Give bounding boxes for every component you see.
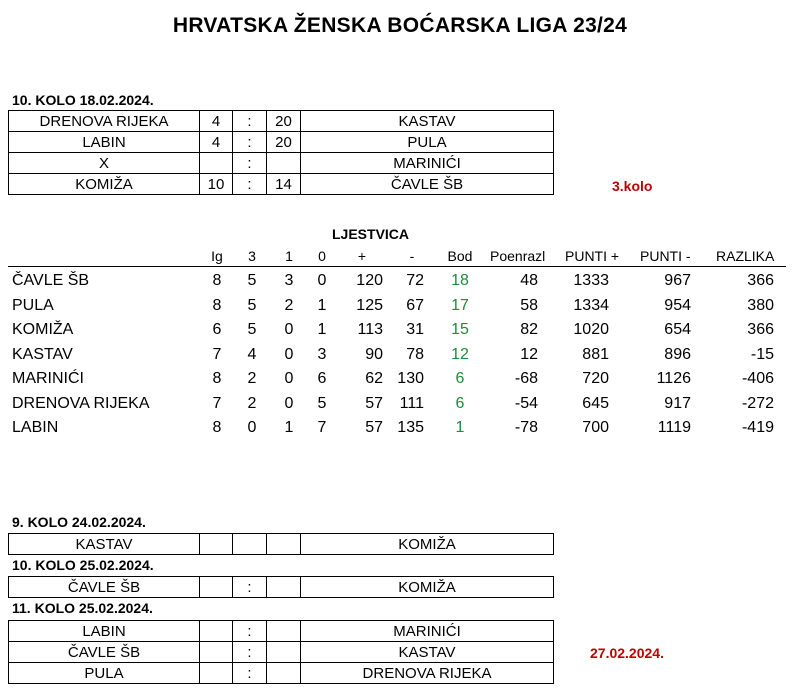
cell-punti-plus: 645 [582,394,609,412]
cell-minus: 31 [406,321,424,338]
home-team: LABIN [9,621,200,642]
away-team: PULA [301,132,554,153]
cell-1: 0 [284,370,294,387]
cell-punti-minus: 917 [664,394,691,412]
cell-minus: 135 [397,419,424,436]
cell-razlika: 366 [747,272,774,289]
fixtures-table [8,533,554,555]
cell-minus: 67 [406,296,424,314]
home-team: ČAVLE ŠB [9,577,200,598]
away-score [267,663,301,684]
away-team: ČAVLE ŠB [301,174,554,195]
away-score [267,153,301,174]
cell-punti-minus: 967 [664,272,691,289]
cell-poenrazl: 12 [520,345,538,363]
home-team: PULA [9,663,200,684]
cell-plus: 120 [356,272,383,289]
table-row [9,153,554,174]
cell-plus: 62 [365,370,383,387]
home-score: 4 [200,132,233,153]
cell-punti-minus: 896 [664,345,691,363]
team-name: KOMIŽA [12,321,74,338]
team-name: KASTAV [12,345,73,363]
home-score [200,621,233,642]
header-ig: Ig [211,248,223,264]
away-team: KASTAV [301,642,554,663]
cell-ig: 8 [212,272,222,289]
home-score [200,642,233,663]
standings-title: LJESTVICA [332,226,410,242]
away-score: 20 [267,111,301,132]
cell-bod: 12 [451,345,469,363]
score-separator: : [233,663,267,684]
standings-divider [8,266,786,267]
cell-ig: 8 [212,296,222,314]
team-name: MARINIĆI [12,370,84,387]
cell-poenrazl: 58 [520,296,538,314]
cell-ig: 7 [212,345,222,363]
cell-minus: 130 [397,370,424,387]
results-round-label: 10. KOLO 18.02.2024. [12,92,154,108]
home-team: X [9,153,200,174]
cell-razlika: -419 [741,419,774,436]
cell-punti-plus: 720 [582,370,609,387]
home-team: KOMIŽA [9,174,200,195]
score-separator: : [233,174,267,195]
cell-punti-minus: 1126 [656,370,691,387]
cell-bod: 17 [451,296,469,314]
score-separator: : [233,153,267,174]
cell-1: 3 [284,272,294,289]
cell-poenrazl: -78 [514,419,538,436]
table-row [9,621,554,642]
cell-1: 1 [284,419,294,436]
cell-minus: 78 [406,345,424,363]
cell-punti-minus: 654 [664,321,691,338]
header-punti-minus: PUNTI - [640,248,691,264]
cell-bod: 6 [455,394,465,412]
cell-0: 1 [317,296,327,314]
fixture-round-label: 9. KOLO 24.02.2024. [12,514,146,530]
cell-ig: 6 [212,321,222,338]
home-score [200,534,233,555]
cell-punti-plus: 1020 [573,321,609,338]
home-team: DRENOVA RIJEKA [9,111,200,132]
home-score: 10 [200,174,233,195]
away-team: KOMIŽA [301,534,554,555]
score-separator: : [233,642,267,663]
header-minus: - [409,248,415,264]
cell-1: 0 [284,321,294,338]
away-score [267,534,301,555]
cell-punti-minus: 1119 [657,419,691,436]
cell-punti-plus: 1333 [573,272,609,289]
fixture-note: 27.02.2024. [590,645,664,661]
cell-plus: 90 [365,345,383,363]
cell-0: 1 [317,321,327,338]
cell-poenrazl: 82 [520,321,538,338]
score-separator: : [233,111,267,132]
cell-0: 6 [317,370,327,387]
team-name: DRENOVA RIJEKA [12,394,150,412]
cell-3: 5 [247,321,257,338]
away-score: 14 [267,174,301,195]
away-team: KOMIŽA [301,577,554,598]
cell-ig: 8 [212,419,222,436]
cell-1: 2 [284,296,294,314]
home-score: 4 [200,111,233,132]
cell-razlika: -406 [741,370,774,387]
table-row [9,132,554,153]
home-team: KASTAV [9,534,200,555]
results-table [8,110,554,195]
cell-1: 0 [284,345,294,363]
cell-0: 3 [317,345,327,363]
cell-3: 4 [247,345,257,363]
cell-razlika: -272 [741,394,774,412]
cell-3: 0 [247,419,257,436]
cell-minus: 111 [399,394,424,412]
table-row [9,534,554,555]
page-title: HRVATSKA ŽENSKA BOĆARSKA LIGA 23/24 [172,14,628,37]
cell-poenrazl: -54 [514,394,538,412]
header-punti-plus: PUNTI + [565,248,620,264]
cell-poenrazl: -68 [514,370,538,387]
home-score [200,153,233,174]
cell-punti-minus: 954 [664,296,691,314]
cell-3: 5 [247,296,257,314]
score-separator: : [233,132,267,153]
cell-razlika: -15 [750,345,774,363]
cell-3: 5 [247,272,257,289]
header-0: 0 [318,248,326,264]
header-razlika: RAZLIKA [716,248,775,264]
header-1: 1 [285,248,293,264]
cell-plus: 113 [357,321,383,338]
away-team: KASTAV [301,111,554,132]
table-row [9,174,554,195]
fixtures-table [8,620,554,684]
fixture-round-label: 11. KOLO 25.02.2024. [12,600,153,616]
header-bod: Bod [447,248,473,264]
cell-plus: 57 [365,394,383,412]
team-name: ČAVLE ŠB [12,272,90,289]
score-separator: : [233,577,267,598]
cell-1: 0 [284,394,294,412]
away-team: MARINIĆI [301,621,554,642]
fixtures-table [8,576,554,598]
table-row [9,642,554,663]
home-team: LABIN [9,132,200,153]
cell-punti-plus: 881 [582,345,609,363]
team-name: PULA [12,296,54,314]
cell-punti-plus: 1334 [573,296,609,314]
away-score [267,577,301,598]
table-row [9,577,554,598]
cell-bod: 1 [455,419,465,436]
home-team: ČAVLE ŠB [9,642,200,663]
cell-ig: 8 [212,370,222,387]
cell-0: 0 [317,272,327,289]
cell-0: 5 [317,394,327,412]
cell-ig: 7 [212,394,222,412]
cell-0: 7 [317,419,327,436]
cell-plus: 57 [365,419,383,436]
away-score [267,642,301,663]
cell-poenrazl: 48 [520,272,538,289]
cell-razlika: 366 [747,321,774,338]
away-score: 20 [267,132,301,153]
cell-minus: 72 [406,272,424,289]
away-score [267,621,301,642]
cell-bod: 15 [451,321,469,338]
away-team: MARINIĆI [301,153,554,174]
cell-punti-plus: 700 [582,419,609,436]
header-poenrazl: Poenrazl [490,248,546,264]
cell-razlika: 380 [747,296,774,314]
cell-3: 2 [247,370,257,387]
cell-3: 2 [247,394,257,412]
score-separator [233,534,267,555]
away-team: DRENOVA RIJEKA [301,663,554,684]
table-row [9,663,554,684]
header-3: 3 [248,248,256,264]
team-name: LABIN [12,419,59,436]
cell-bod: 18 [451,272,469,289]
header-plus: + [357,248,367,264]
results-note: 3.kolo [612,178,653,194]
fixture-round-label: 10. KOLO 25.02.2024. [12,557,154,573]
home-score [200,663,233,684]
score-separator: : [233,621,267,642]
cell-bod: 6 [455,370,465,387]
cell-plus: 125 [356,296,383,314]
home-score [200,577,233,598]
table-row [9,111,554,132]
